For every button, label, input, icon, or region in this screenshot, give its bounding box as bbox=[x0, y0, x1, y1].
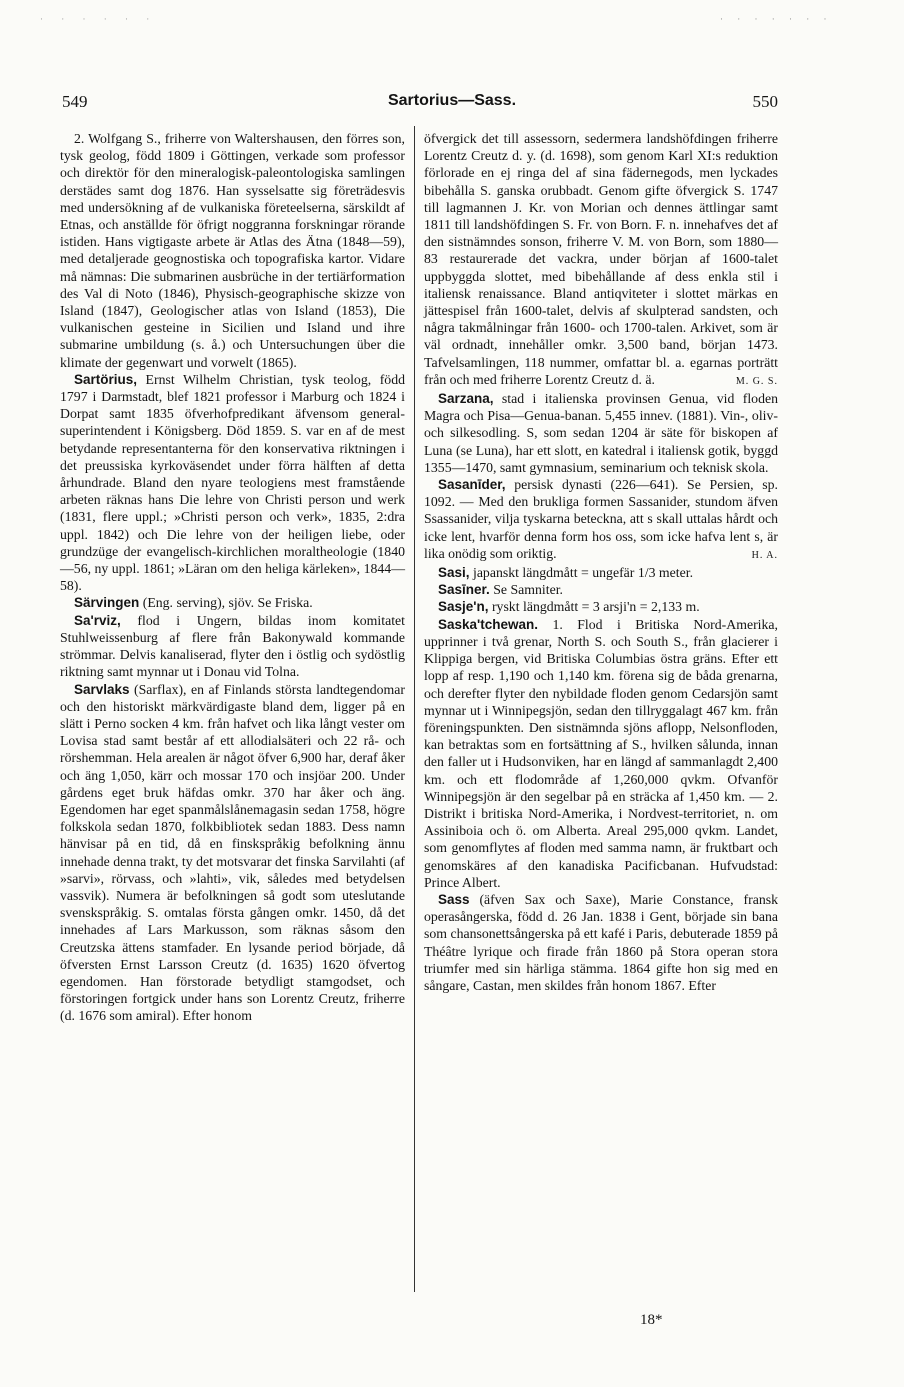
entry-text: flod i Ungern, bildas inom komitatet Stuhlweissenburg af flere från Bakonywald kommande strömmar. Delvis kanaliserad, flyter den i östlig och sydöstlig riktning samt mynnar ut i Donau vid Tolna. bbox=[60, 612, 405, 680]
scan-specks-right: · · · · · · · bbox=[720, 14, 833, 24]
entry-text: Ernst Wilhelm Christian, tysk teolog, född 1797 i Darmstadt, blef 1821 professor i Marburg och 1824 i Dorpat samt 1835 öfverhofpredikant äfvensom general-superintendent i Königsberg. Död 1859. S. var en af de mest betydande representanterna för den konservativa riktningen i det preussiska kyrkoväsendet under förra hälften af detta århundrade. Bland den nyare teologiens mest framstående arbeten räknas hans Die lehre von Christi person und werk (1831, flere uppl.; »Christi person och verk», 1835, 2:dra uppl. 1842) och Die lehre von der heiligen liebe, oder grundzüge der evangelisch-kirchlichen moraltheologie (1840—56, ny uppl. 1861; »Läran om den heliga kärleken», 1844—58). bbox=[60, 371, 405, 594]
running-title: Sartorius—Sass. bbox=[387, 92, 517, 109]
headword: Sa'rviz, bbox=[74, 612, 121, 628]
entry-text: (Sarflax), en af Finlands största landtegendomar och den historiskt märkvärdigaste bland dem, ligger på en slätt i Perno socken 4 km. från hafvet och lika långt vester om Lovisa stad samt består af ett allodialsäteri och 22 rå- och rörshemman. Hela arealen är något öfver 6,900 har, deraf åker och äng 1,050, kärr och mossar 170 och insjöar 200. Under gårdens eget bruk häfdas omkr. 370 har åker och äng. Egendomen har eget spanmålslånemagasin sedan 1758, högre folkskola sedan 1870, folkbibliotek sedan 1883. Dess namn hänvisar på en tid, då en finskspråkig befolkning ännu innehade denna trakt, ty det motsvarar det finska Sarvilahti (af »sarvi», rörvass, och »lahti», vik, således med betydelsen vassvik). Numera är befolkningen så godt som uteslutande svenskspråkig. S. omtalas första gången omkr. 1450, då det innehades af Lars Markusson, som räknas såsom den Creutzska ättens stamfader. En lysande period började, då öfversten Ernst Larsson Creutz (d. 1635) 1620 öfvertog egendomen. Han förstorade betydligt stamgodset, och förstoringen fortgick under hans son Lorentz Creutz, friherre (d. 1676 som amiral). Efter honom bbox=[60, 681, 405, 1024]
entry-text: persisk dynasti (226—641). Se Persien, sp. 1092. — Med den brukliga formen Sassanider, stundom äfven Ssassanider, vilja tyskarna beteckna, att s skall uttalas hårdt och icke lent, hvarför denna form hos oss, som icke hafva lent s, är lika onödig som oriktig. bbox=[424, 477, 778, 561]
headword: Sasje'n, bbox=[438, 599, 489, 615]
page-number-right: 550 bbox=[752, 92, 778, 111]
entry-saskatchewan bbox=[424, 616, 778, 891]
entry-text: (Eng. serving), sjöv. Se Friska. bbox=[139, 595, 313, 611]
entry-sarvlaks bbox=[60, 681, 405, 1025]
headword: Sasīner. bbox=[438, 582, 490, 598]
entry-sartorius bbox=[60, 371, 405, 595]
author-signature: H. A. bbox=[751, 549, 778, 561]
right-column bbox=[424, 130, 778, 994]
entry-sarvlaks-continued bbox=[424, 130, 778, 388]
entry-text: öfvergick det till assessorn, sedermera landshöfdingen friherre Lorentz Creutz d. y. (d. 1698), som genom Karl XI:s reduktion förlorade en ej ringa del af sina fädernegods, men lyckades bibehålla S. ganska orubbadt. Genom gifte öfvergick S. 1747 till lagmannen J. Kr. von Morian och dennes ättlingar samt 1811 till landshöfdingen S. Fr. von Born. F. n. innehafves det af den sistnämndes sonson, friherre V. M. von Born, som 1880—83 restaurerade det vackra, under början af 1600-talet uppbyggda slottet, med bibehållande af dess enkla stil i italiensk renaissance. Bland antiqviteter i slottet märkas en jättespisel från 1600-talet, delvis af skulpterad sandsten, och några takmålningar från 1600- och 1700-talen. Arkivet, som är väl ordnadt, innehåller omkr. 3,500 band, början 1473. Tafvelsamlingen, 118 nummer, omfattar bl. a. egarnas porträtt från och med friherre Lorentz Creutz d. ä. bbox=[424, 131, 778, 387]
author-signature: M. G. S. bbox=[735, 375, 778, 387]
entry-text: (äfven Sax och Saxe), Marie Constance, fransk operasångerska, född d. 26 Jan. 1838 i Gent, började sin bana som chansonettsångerska på ett kafé i Paris, debuterade 1859 på Théâtre lyrique och firade från 1860 på Stora operan stora triumfer med sin härliga stämma. 1864 gifte hon sig med en sångare, Castan, men skildes från honom 1867. Efter bbox=[424, 891, 779, 993]
entry-text: 1. Flod i Britiska Nord-Amerika, upprinner i två grenar, North S. och South S., från glacierer i Klippiga bergen, vid Britiska Columbias östra gräns. Efter ett lopp af resp. 1,190 och 1,140 km. förena sig de båda grenarna, och derefter flyter den nybildade floden genom Cedarsjön samt mynnar ut i Winnipegsjön, sedan den tillryggalagt 467 km. från föreningspunkten. Den sistnämnda sjöns aflopp, Nelsonfloden, kan betraktas som en fortsättning af S., hvilken sålunda, innan den faller ut i Hudsonviken, har en längd af sammanlagdt 2,400 km. och ett flodområde af 1,260,000 qvkm. Ofvanför Winnipegsjön är den segelbar på en sträcka af 1,450 km. — 2. Distrikt i britiska Nord-Amerika, i Nordvest-territoriet, n. om Assiniboia och ö. om Alberta. Areal 295,000 qvkm. Landet, som genomflytes af floden med samma namn, är fruktbart och genomskäres af den kanadiska Pacificbanan. Hufvudstad: Prince Albert. bbox=[424, 616, 778, 890]
entry-text: japanskt längdmått = ungefär 1/3 meter. bbox=[469, 565, 694, 581]
entry-sarzana bbox=[424, 390, 778, 476]
entry-wolfgang: 2. Wolfgang S., friherre von Waltershausen, den förres son, tysk geolog, född 1809 i Göttingen, verkade som professor och direktör för den mineralogisk-paleontologiska samlingen derstädes samt dog 1876. Han sysselsatte sig företrädesvis med undersökning af de vulkaniska företeelserna, särskildt af Etnas, och anställde för öfrigt noggranna forskningar rörande istiden. Hans vigtigaste arbete är Atlas des Ätna (1848—59), med detaljerade geognostiska och topografiska kartor. Vidare må nämnas: Die submarinen ausbrüche in der tertiärformation des Val di Noto (1846), Physisch-geographische skizze von Island (1847), Geologischer atlas von Island (1853), Die vulkanischen gesteine in Sicilien und Island und ihre submarine umbildung (s. å.) och Untersuchungen über die klimate der gegenwart und vorwelt (1865). bbox=[60, 131, 405, 370]
headword: Sass bbox=[438, 891, 470, 907]
column-divider bbox=[414, 126, 415, 1292]
entry-sasi bbox=[424, 564, 778, 581]
entry-text: stad i italienska provinsen Genua, vid floden Magra och Pisa—Genua-banan. 5,455 innev. (1881). Vin-, oliv- och silkesodling. S, som sedan 1204 är säte för biskopen af Luna (se Luna), har ett slott, en katedral i italiensk gotik, byggd 1355—1470, samt gymnasium, seminarium och teknisk skola. bbox=[424, 391, 778, 475]
page-header bbox=[0, 92, 904, 118]
entry-sasiner bbox=[424, 581, 778, 598]
entry-sass bbox=[424, 891, 778, 994]
headword: Sasi, bbox=[438, 565, 470, 581]
entry-text: ryskt längdmått = 3 arsji'n = 2,133 m. bbox=[488, 599, 700, 615]
entry-text: Se Samniter. bbox=[489, 582, 563, 598]
entry-sasanider bbox=[424, 476, 778, 562]
headword: Sarvlaks bbox=[74, 681, 130, 697]
headword: Saska'tchewan. bbox=[438, 616, 539, 632]
headword: Sarzana, bbox=[438, 391, 494, 407]
entry-sasjen bbox=[424, 598, 778, 615]
sheet-mark: 18* bbox=[640, 1312, 663, 1328]
headword: Sartörius, bbox=[74, 371, 138, 387]
headword: Särvingen bbox=[74, 595, 140, 611]
headword: Sasanīder, bbox=[438, 477, 506, 493]
page-number-left: 549 bbox=[62, 92, 88, 111]
entry-sarviz bbox=[60, 612, 405, 681]
left-column bbox=[60, 130, 405, 1025]
entry-sarvingen bbox=[60, 594, 405, 611]
scan-specks-left: · · · · · · bbox=[40, 14, 158, 24]
